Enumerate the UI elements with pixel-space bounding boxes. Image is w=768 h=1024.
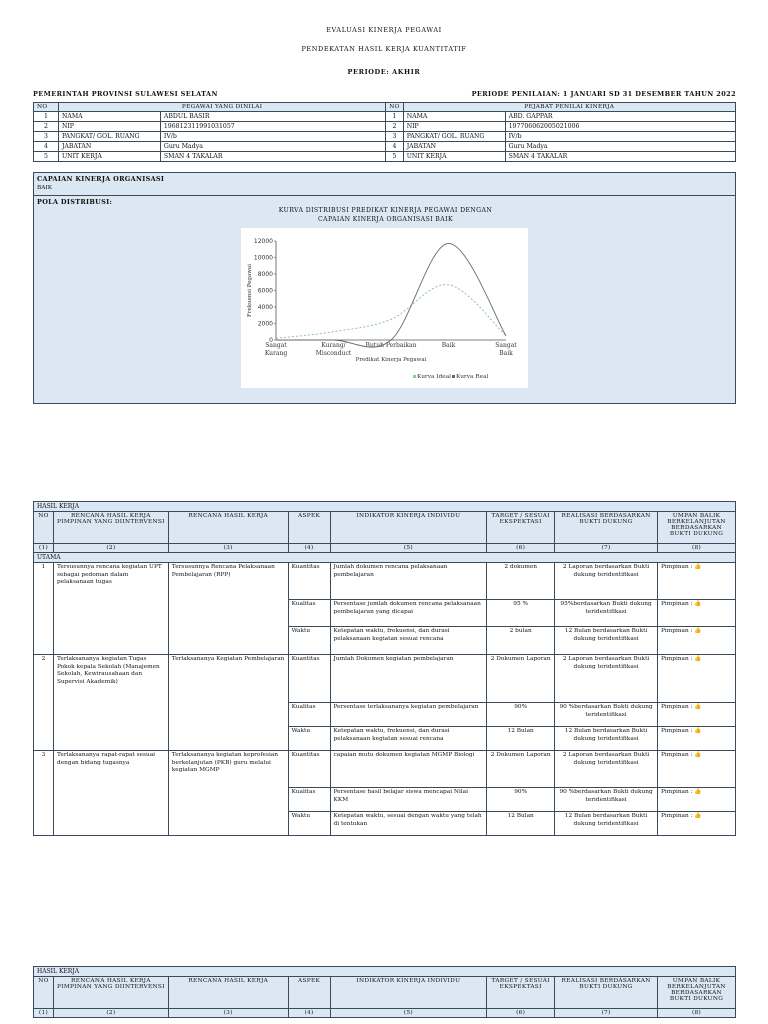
rhk: Terlaksananya Kegiatan Pembelajaran <box>168 655 288 751</box>
column-number: (1) <box>34 1009 54 1018</box>
hasil-kerja-number-row-2 <box>34 1009 736 1018</box>
x-tick-label: Kurang/ <box>321 342 346 349</box>
aspek: Kuantitas <box>288 563 330 600</box>
column-number: (8) <box>658 544 736 553</box>
rhk-pimpinan: Terlaksananya rapat-rapat sesuai dengan bidang tugasnya <box>53 751 168 836</box>
column-header: INDIKATOR KINERJA INDIVIDU <box>330 977 487 1009</box>
doc-title-1: EVALUASI KINERJA PEGAWAI <box>326 26 442 34</box>
column-header: RENCANA HASIL KERJA PIMPINAN YANG DIINTERVENSI <box>53 512 168 544</box>
indikator: Ketepatan waktu, frekuensi, dan durasi pelaksanaan kegiatan sesuai rencana <box>330 727 487 751</box>
distribution-label: POLA DISTRIBUSI: <box>37 198 113 206</box>
column-number: (6) <box>487 1009 555 1018</box>
rhk: Tersusunnya Rencana Pelaksanaan Pembelajaran (RPP) <box>168 563 288 655</box>
assessor-value: IV/b <box>505 132 735 142</box>
identity-no: 3 <box>34 132 59 142</box>
column-number: (5) <box>330 1009 487 1018</box>
identity-table <box>33 102 736 162</box>
y-tick-label: 12000 <box>253 238 273 245</box>
table-row <box>34 563 736 600</box>
column-number: (5) <box>330 544 487 553</box>
identity-row <box>34 152 736 162</box>
column-header: ASPEK <box>288 977 330 1009</box>
org-perf-value: BAIK <box>37 185 53 191</box>
distribution-chart <box>241 228 528 388</box>
column-number: (4) <box>288 1009 330 1018</box>
identity-value: Guru Madya <box>160 142 385 152</box>
chart-title <box>34 206 737 224</box>
legend-label: Kurva Real <box>456 374 489 380</box>
assessor-no: 2 <box>386 122 403 132</box>
identity-value: SMAN 4 TAKALAR <box>160 152 385 162</box>
series-line-kurva-real <box>276 243 506 347</box>
indikator: Jumlah Dokumen kegiatan pembelajaran <box>330 655 487 703</box>
hasil-kerja-table <box>33 501 736 836</box>
identity-key: JABATAN <box>58 142 160 152</box>
target: 95 % <box>487 600 555 627</box>
legend-marker <box>452 375 455 378</box>
umpan-balik: Pimpinan : 👍 <box>658 627 736 655</box>
identity-no: 5 <box>34 152 59 162</box>
assessor-key: UNIT KERJA <box>403 152 505 162</box>
column-number: (8) <box>658 1009 736 1018</box>
umpan-balik: Pimpinan : 👍 <box>658 788 736 812</box>
column-header: RENCANA HASIL KERJA PIMPINAN YANG DIINTERVENSI <box>53 977 168 1009</box>
assessor-no: 5 <box>386 152 403 162</box>
table-row <box>34 655 736 703</box>
identity-key: NIP <box>58 122 160 132</box>
indikator: Ketepatan waktu, frekuensi, dan durasi pelaksanaan kegiatan sesuai rencana <box>330 627 487 655</box>
assessor-no: 1 <box>386 112 403 122</box>
identity-row <box>34 122 736 132</box>
realisasi: 12 Bulan berdasarkan Bukti dukung teridentifikasi <box>555 727 658 751</box>
umpan-balik: Pimpinan : 👍 <box>658 600 736 627</box>
hasil-kerja-table-2 <box>33 966 736 1018</box>
row-no: 1 <box>34 563 54 655</box>
hasil-kerja-body <box>34 563 736 836</box>
y-tick-label: 2000 <box>257 320 273 328</box>
identity-body <box>34 112 736 162</box>
column-header: TARGET / SESUAI EKSPEKTASI <box>487 512 555 544</box>
rhk-pimpinan: Tersusunnya rencana kegiatan UPT sebagai pedoman dalam pelaksanaan tugas <box>53 563 168 655</box>
target: 90% <box>487 703 555 727</box>
column-header: ASPEK <box>288 512 330 544</box>
doc-period: PERIODE: AKHIR <box>347 68 421 76</box>
column-header: REALISASI BERDASARKAN BUKTI DUKUNG <box>555 977 658 1009</box>
column-header: RENCANA HASIL KERJA <box>168 977 288 1009</box>
org-performance-box <box>33 172 736 404</box>
umpan-balik: Pimpinan : 👍 <box>658 727 736 751</box>
target: 2 Dokumen Laporan <box>487 655 555 703</box>
hasil-kerja-label-2: HASIL KERJA <box>34 967 736 977</box>
chart-title-line-2: CAPAIAN KINERJA ORGANISASI BAIK <box>318 216 453 223</box>
series-line-kurva-ideal <box>276 285 506 339</box>
assessor-value: ABD. GAPPAR <box>505 112 735 122</box>
y-tick-label: 10000 <box>253 254 273 262</box>
column-number: (7) <box>555 1009 658 1018</box>
rhk-pimpinan: Terlaksananya kegiatan Tugas Pokok kepala Sekolah (Manajemen Sekolah, Kewirausahaan dan Supervisi Akademik) <box>53 655 168 751</box>
column-number: (2) <box>53 544 168 553</box>
column-header: NO <box>34 977 54 1009</box>
org-name: PEMERINTAH PROVINSI SULAWESI SELATAN <box>33 90 218 98</box>
column-header: UMPAN BALIK BERKELANJUTAN BERDASARKAN BUKTI DUKUNG <box>658 977 736 1009</box>
umpan-balik: Pimpinan : 👍 <box>658 751 736 788</box>
target: 12 Bulan <box>487 727 555 751</box>
umpan-balik: Pimpinan : 👍 <box>658 812 736 836</box>
rhk: Terlaksananya kegiatan keprofesian berkelanjutan (PKB) guru melalui kegiatan MGMP <box>168 751 288 836</box>
hasil-kerja-number-row <box>34 544 736 553</box>
target: 2 dokumen <box>487 563 555 600</box>
y-tick-label: 6000 <box>257 287 273 295</box>
indikator: Persentase jumlah dokumen rencana pelaksanaan pembelajaran yang dicapai <box>330 600 487 627</box>
realisasi: 2 Laporan berdasarkan Bukti dukung teridentifikasi <box>555 751 658 788</box>
aspek: Waktu <box>288 812 330 836</box>
assessor-key: PANGKAT/ GOL. RUANG <box>403 132 505 142</box>
identity-row <box>34 112 736 122</box>
assessor-value: SMAN 4 TAKALAR <box>505 152 735 162</box>
column-header: NO <box>34 512 54 544</box>
left-header: PEGAWAI YANG DINILAI <box>58 103 385 112</box>
realisasi: 90 %berdasarkan Bukti dukung teridentifikasi <box>555 788 658 812</box>
target: 90% <box>487 788 555 812</box>
table-row <box>34 751 736 788</box>
identity-key: PANGKAT/ GOL. RUANG <box>58 132 160 142</box>
target: 2 bulan <box>487 627 555 655</box>
umpan-balik: Pimpinan : 👍 <box>658 563 736 600</box>
column-number: (7) <box>555 544 658 553</box>
right-header: PEJABAT PENILAI KINERJA <box>403 103 735 112</box>
y-tick-label: 0 <box>269 337 273 344</box>
identity-no: 1 <box>34 112 59 122</box>
x-tick-label: Kurang <box>264 350 288 357</box>
column-header: INDIKATOR KINERJA INDIVIDU <box>330 512 487 544</box>
x-tick-label: Sangat <box>495 342 517 349</box>
realisasi: 12 Bulan berdasarkan Bukti dukung teridentifikasi <box>555 812 658 836</box>
x-tick-label: Misconduct <box>315 350 352 357</box>
column-header: RENCANA HASIL KERJA <box>168 512 288 544</box>
hasil-kerja-label: HASIL KERJA <box>34 502 736 512</box>
assessor-key: NAMA <box>403 112 505 122</box>
no-header: NO <box>34 103 59 112</box>
assessment-period: PERIODE PENILAIAN: 1 JANUARI SD 31 DESEMBER TAHUN 2022 <box>471 90 736 98</box>
identity-no: 2 <box>34 122 59 132</box>
row-no: 3 <box>34 751 54 836</box>
aspek: Waktu <box>288 727 330 751</box>
y-tick-label: 8000 <box>257 271 273 278</box>
x-tick-label: Sangat <box>265 342 287 349</box>
column-header: UMPAN BALIK BERKELANJUTAN BERDASARKAN BUKTI DUKUNG <box>658 512 736 544</box>
column-header: TARGET / SESUAI EKSPEKTASI <box>487 977 555 1009</box>
org-perf-label: CAPAIAN KINERJA ORGANISASI <box>37 175 165 183</box>
indikator: Ketepatan waktu, sesuai dengan waktu yang telah di tentukan <box>330 812 487 836</box>
column-number: (1) <box>34 544 54 553</box>
identity-row <box>34 142 736 152</box>
utama-label: UTAMA <box>34 553 736 563</box>
indikator: Jumlah dokumen rencana pelaksanaan pembelajaran <box>330 563 487 600</box>
umpan-balik: Pimpinan : 👍 <box>658 655 736 703</box>
realisasi: 95%berdasarkan Bukti dukung teridentifikasi <box>555 600 658 627</box>
y-axis-label: Frekuensi Pegawai <box>247 264 253 317</box>
identity-key: NAMA <box>58 112 160 122</box>
assessor-key: NIP <box>403 122 505 132</box>
identity-value: ABDUL BASIR <box>160 112 385 122</box>
x-tick-label: Baik <box>499 350 513 357</box>
aspek: Kualitas <box>288 788 330 812</box>
no-header-2: NO <box>386 103 403 112</box>
identity-key: UNIT KERJA <box>58 152 160 162</box>
aspek: Waktu <box>288 627 330 655</box>
x-tick-label: Baik <box>441 342 456 349</box>
identity-value: 196812311991031057 <box>160 122 385 132</box>
legend-label: Kurva Ideal <box>417 374 452 380</box>
x-tick-label: Butuh Perbaikan <box>365 342 417 349</box>
realisasi: 90 %berdasarkan Bukti dukung teridentifikasi <box>555 703 658 727</box>
column-header: REALISASI BERDASARKAN BUKTI DUKUNG <box>555 512 658 544</box>
aspek: Kualitas <box>288 600 330 627</box>
chart-svg <box>241 228 528 388</box>
chart-title-line-1: KURVA DISTRIBUSI PREDIKAT KINERJA PEGAWAI DENGAN <box>278 207 493 214</box>
assessor-key: JABATAN <box>403 142 505 152</box>
column-number: (6) <box>487 544 555 553</box>
realisasi: 2 Laporan berdasarkan Bukti dukung teridentifikasi <box>555 563 658 600</box>
column-number: (4) <box>288 544 330 553</box>
identity-row <box>34 132 736 142</box>
column-number: (3) <box>168 544 288 553</box>
column-number: (2) <box>53 1009 168 1018</box>
indikator: Persentase hasil belajar siswa mencapai Nilai KKM <box>330 788 487 812</box>
row-no: 2 <box>34 655 54 751</box>
y-tick-label: 4000 <box>257 304 273 311</box>
identity-value: IV/b <box>160 132 385 142</box>
assessor-value: 197706062005021006 <box>505 122 735 132</box>
indikator: capaian mutu dokumen kegiatan MGMP Biologi <box>330 751 487 788</box>
assessor-no: 3 <box>386 132 403 142</box>
assessor-value: Guru Madya <box>505 142 735 152</box>
aspek: Kuantitas <box>288 655 330 703</box>
assessor-no: 4 <box>386 142 403 152</box>
realisasi: 12 Bulan berdasarkan Bukti dukung teridentifikasi <box>555 627 658 655</box>
identity-no: 4 <box>34 142 59 152</box>
aspek: Kualitas <box>288 703 330 727</box>
target: 2 Dokumen Laporan <box>487 751 555 788</box>
hasil-kerja-header-row <box>34 512 736 544</box>
target: 12 Bulan <box>487 812 555 836</box>
x-axis-label: Predikat Kinerja Pegawai <box>355 357 427 363</box>
legend-marker <box>413 375 416 378</box>
indikator: Persentase terlaksananya kegiatan pembelajaran <box>330 703 487 727</box>
umpan-balik: Pimpinan : 👍 <box>658 703 736 727</box>
doc-title-2: PENDEKATAN HASIL KERJA KUANTITATIF <box>301 45 467 53</box>
column-number: (3) <box>168 1009 288 1018</box>
hasil-kerja-header-row-2 <box>34 977 736 1009</box>
aspek: Kuantitas <box>288 751 330 788</box>
realisasi: 2 Laporan berdasarkan Bukti dukung teridentifikasi <box>555 655 658 703</box>
